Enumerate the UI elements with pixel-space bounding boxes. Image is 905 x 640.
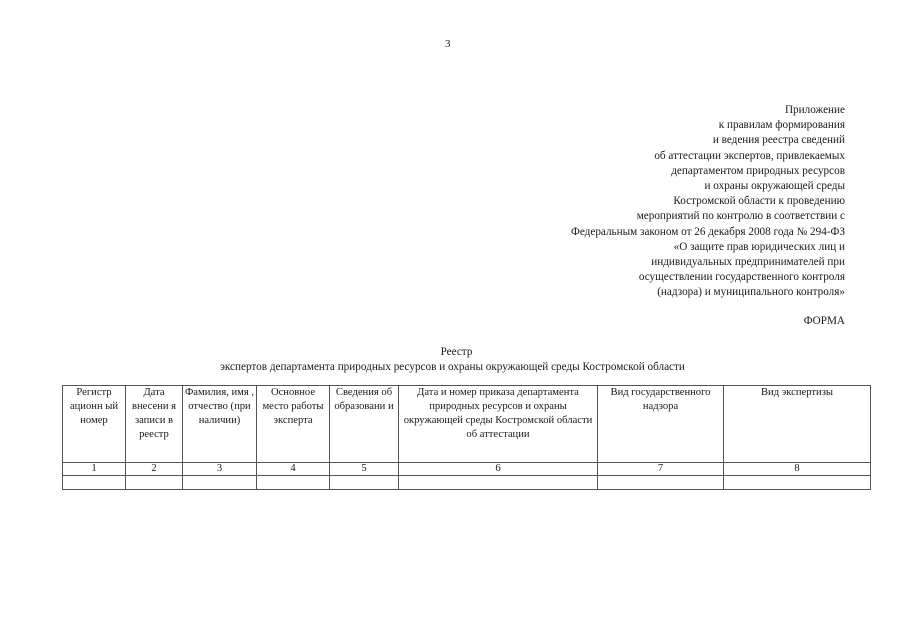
subtitle-line: экспертов департамента природных ресурсов и охраны окружающей среды Костромской области (220, 361, 685, 373)
table-cell (183, 476, 257, 490)
table-cell (330, 476, 399, 490)
table-cell (399, 476, 598, 490)
column-header: Вид экспертизы (724, 386, 871, 463)
title-line: Реестр (440, 346, 473, 358)
appendix-line: Костромской области к проведению (673, 195, 845, 208)
appendix-line: индивидуальных предпринимателей при (651, 256, 845, 269)
column-number: 6 (399, 463, 598, 476)
table-cell (257, 476, 330, 490)
column-number-row (63, 463, 871, 476)
column-header: Основное место работы эксперта (257, 386, 330, 463)
column-number: 2 (126, 463, 183, 476)
column-number: 5 (330, 463, 399, 476)
table-cell (724, 476, 871, 490)
appendix-line: департаментом природных ресурсов (671, 164, 845, 177)
column-number: 3 (183, 463, 257, 476)
appendix-header (571, 103, 845, 301)
column-number: 1 (63, 463, 126, 476)
table-cell (598, 476, 724, 490)
form-label: ФОРМА (803, 315, 845, 327)
appendix-line: и охраны окружающей среды (704, 180, 845, 193)
column-number: 8 (724, 463, 871, 476)
appendix-line: (надзора) и муниципального контроля» (657, 286, 845, 299)
appendix-line: Федеральным законом от 26 декабря 2008 года № 294-ФЗ (571, 225, 845, 238)
column-header: Вид государственного надзора (598, 386, 724, 463)
table-row (63, 476, 871, 490)
appendix-line: к правилам формирования (718, 119, 845, 132)
appendix-line: «О защите прав юридических лиц и (673, 240, 845, 253)
column-number: 4 (257, 463, 330, 476)
column-header: Сведения об образовани и (330, 386, 399, 463)
column-header: Дата и номер приказа департамента природных ресурсов и охраны окружающей среды Костромской области об аттестации (399, 386, 598, 463)
column-header: Дата внесени я записи в реестр (126, 386, 183, 463)
registry-table (62, 385, 871, 490)
page-number: 3 (445, 38, 451, 50)
appendix-line: мероприятий по контролю в соответствии с (636, 210, 845, 223)
appendix-line: осуществлении государственного контроля (638, 271, 845, 284)
document-title (0, 345, 905, 375)
table-cell (126, 476, 183, 490)
column-header: Фамилия, имя , отчество (при наличии) (183, 386, 257, 463)
table-header-row (63, 386, 871, 463)
appendix-line: Приложение (784, 104, 845, 116)
column-number: 7 (598, 463, 724, 476)
table-cell (63, 476, 126, 490)
appendix-line: об аттестации экспертов, привлекаемых (654, 149, 845, 162)
appendix-line: и ведения реестра сведений (712, 134, 845, 147)
column-header: Регистр ационн ый номер (63, 386, 126, 463)
